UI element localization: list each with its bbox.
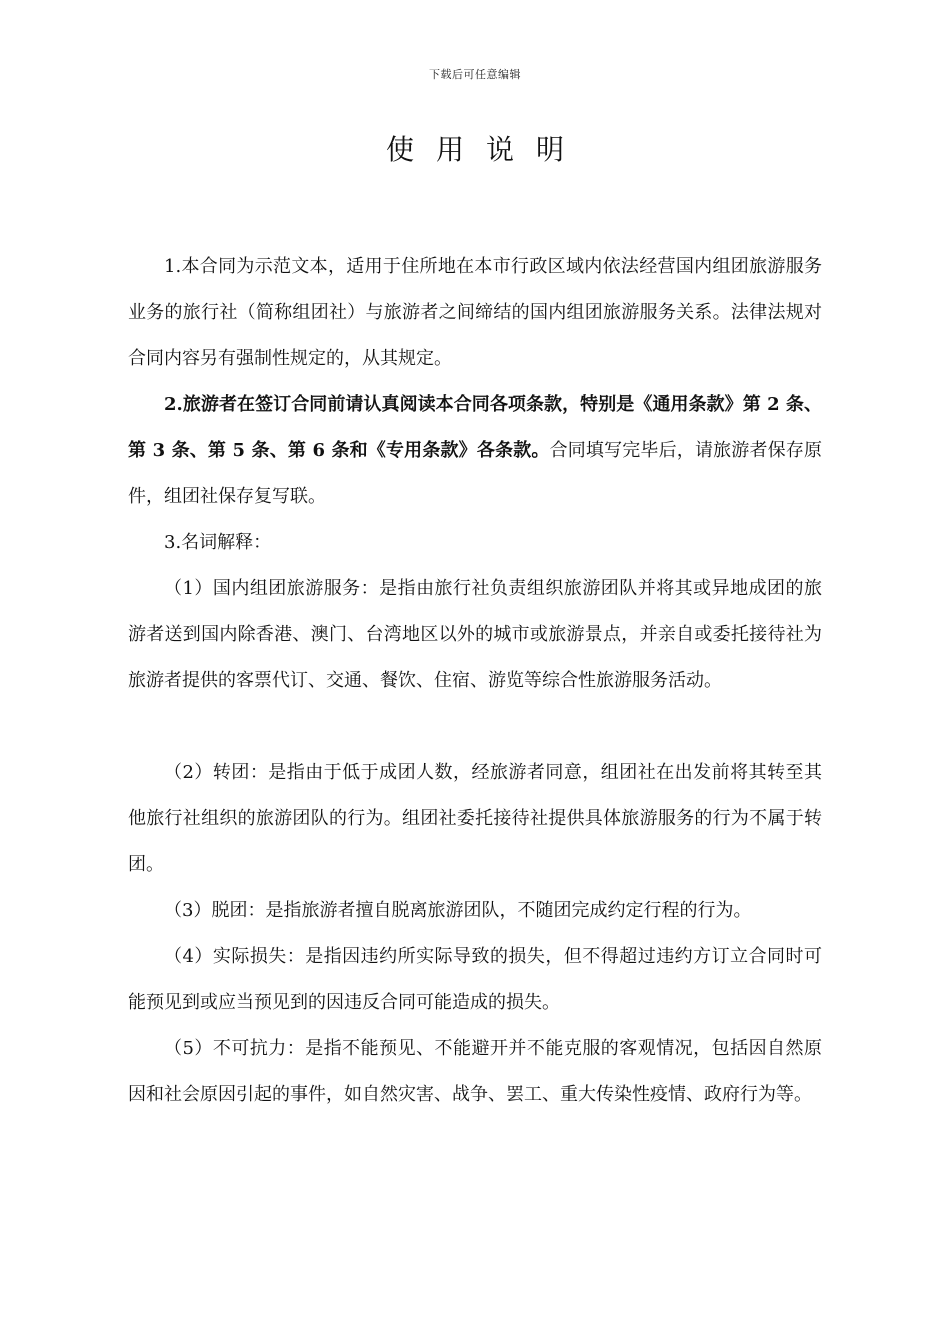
paragraph-1: 1.本合同为示范文本，适用于住所地在本市行政区域内依法经营国内组团旅游服务业务的旅行社（简称组团社）与旅游者之间缔结的国内组团旅游服务关系。法律法规对合同内容另有强制性规定的，从其规定。 <box>128 256 822 369</box>
paragraph-2-rest: 合同填写完毕后，请旅游者保存原件，组团社保存复写联。 <box>128 440 823 507</box>
paragraph-2 <box>128 382 822 520</box>
paragraph-2-bold: 2.旅游者在签订合同前请认真阅读本合同各项条款，特别是《通用条款》第 2 条、第 3 条、第 5 条、第 6 条和《专用条款》各条款。 <box>128 394 822 461</box>
page-title: 使用说明 <box>385 133 586 166</box>
paragraph-3: 3.名词解释： <box>164 532 272 553</box>
definition-4: （4）实际损失：是指因违约所实际导致的损失，但不得超过违约方订立合同时可能预见到或应当预见到的因违反合同可能造成的损失。 <box>128 946 822 1013</box>
document-body <box>128 244 822 1118</box>
definition-3: （3）脱团：是指旅游者擅自脱离旅游团队，不随团完成约定行程的行为。 <box>164 900 752 921</box>
definition-1: （1）国内组团旅游服务：是指由旅行社负责组织旅游团队并将其或异地成团的旅游者送到国内除香港、澳门、台湾地区以外的城市或旅游景点，并亲自或委托接待社为旅游者提供的客票代订、交通、餐饮、住宿、游览等综合性旅游服务活动。 <box>128 578 822 691</box>
header-note: 下载后可任意编辑 <box>429 68 521 81</box>
blank-line <box>128 704 822 750</box>
definition-2: （2）转团：是指由于低于成团人数，经旅游者同意，组团社在出发前将其转至其他旅行社组织的旅游团队的行为。组团社委托接待社提供具体旅游服务的行为不属于转团。 <box>128 762 822 875</box>
definition-5: （5）不可抗力：是指不能预见、不能避开并不能克服的客观情况，包括因自然原因和社会原因引起的事件，如自然灾害、战争、罢工、重大传染性疫情、政府行为等。 <box>128 1038 822 1105</box>
